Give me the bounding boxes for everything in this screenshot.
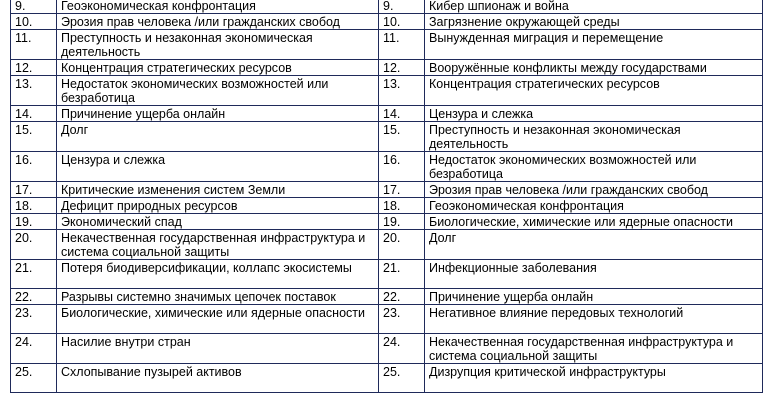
right-rank: 20.	[379, 230, 425, 260]
left-rank: 10.	[11, 14, 57, 30]
left-rank: 22.	[11, 289, 57, 305]
left-rank: 17.	[11, 182, 57, 198]
right-rank: 16.	[379, 152, 425, 182]
right-rank: 15.	[379, 122, 425, 152]
right-risk: Концентрация стратегических ресурсов	[425, 76, 763, 106]
left-risk: Преступность и незаконная экономическая деятельность	[57, 30, 379, 60]
right-rank: 14.	[379, 106, 425, 122]
left-rank: 24.	[11, 334, 57, 364]
left-rank: 15.	[11, 122, 57, 152]
right-risk: Преступность и незаконная экономическая деятельность	[425, 122, 763, 152]
left-rank: 18.	[11, 198, 57, 214]
table-row	[11, 182, 763, 198]
right-rank: 21.	[379, 260, 425, 289]
right-risk: Дизрупция критической инфраструктуры	[425, 364, 763, 393]
left-rank: 19.	[11, 214, 57, 230]
table-row	[11, 334, 763, 364]
left-risk: Критические изменения систем Земли	[57, 182, 379, 198]
right-risk: Некачественная государственная инфраструктура и система социальной защиты	[425, 334, 763, 364]
left-risk: Эрозия прав человека /или гражданских свобод	[57, 14, 379, 30]
left-risk: Концентрация стратегических ресурсов	[57, 60, 379, 76]
left-rank: 12.	[11, 60, 57, 76]
right-rank: 25.	[379, 364, 425, 393]
table-row	[11, 14, 763, 30]
table-row	[11, 122, 763, 152]
table-row	[11, 106, 763, 122]
right-rank: 17.	[379, 182, 425, 198]
table-row	[11, 0, 763, 14]
left-risk: Насилие внутри стран	[57, 334, 379, 364]
right-rank: 23.	[379, 305, 425, 334]
left-rank: 16.	[11, 152, 57, 182]
right-risk: Вынужденная миграция и перемещение	[425, 30, 763, 60]
right-risk: Кибер шпионаж и война	[425, 0, 763, 14]
table-row	[11, 152, 763, 182]
right-risk: Биологические, химические или ядерные опасности	[425, 214, 763, 230]
right-rank: 12.	[379, 60, 425, 76]
right-rank: 22.	[379, 289, 425, 305]
right-risk: Долг	[425, 230, 763, 260]
right-risk: Негативное влияние передовых технологий	[425, 305, 763, 334]
left-risk: Экономический спад	[57, 214, 379, 230]
left-risk: Схлопывание пузырей активов	[57, 364, 379, 393]
right-risk: Загрязнение окружающей среды	[425, 14, 763, 30]
left-risk: Причинение ущерба онлайн	[57, 106, 379, 122]
left-risk: Дефицит природных ресурсов	[57, 198, 379, 214]
table-row	[11, 30, 763, 60]
left-risk: Долг	[57, 122, 379, 152]
left-rank: 25.	[11, 364, 57, 393]
right-risk: Недостаток экономических возможностей или безработица	[425, 152, 763, 182]
left-rank: 21.	[11, 260, 57, 289]
right-rank: 11.	[379, 30, 425, 60]
right-rank: 19.	[379, 214, 425, 230]
left-rank: 20.	[11, 230, 57, 260]
table-row	[11, 198, 763, 214]
left-risk: Некачественная государственная инфраструктура и система социальной защиты	[57, 230, 379, 260]
table-row	[11, 214, 763, 230]
left-rank: 11.	[11, 30, 57, 60]
left-risk: Потеря биодиверсификации, коллапс экосистемы	[57, 260, 379, 289]
right-risk: Цензура и слежка	[425, 106, 763, 122]
left-risk: Недостаток экономических возможностей или безработица	[57, 76, 379, 106]
left-rank: 23.	[11, 305, 57, 334]
table-row	[11, 76, 763, 106]
right-risk: Причинение ущерба онлайн	[425, 289, 763, 305]
table-row	[11, 230, 763, 260]
risk-ranking-table	[10, 0, 763, 393]
table-row	[11, 364, 763, 393]
left-risk: Биологические, химические или ядерные опасности	[57, 305, 379, 334]
left-risk: Цензура и слежка	[57, 152, 379, 182]
left-rank: 9.	[11, 0, 57, 14]
table-row	[11, 289, 763, 305]
right-rank: 10.	[379, 14, 425, 30]
left-risk: Геоэкономическая конфронтация	[57, 0, 379, 14]
right-rank: 24.	[379, 334, 425, 364]
left-rank: 14.	[11, 106, 57, 122]
left-rank: 13.	[11, 76, 57, 106]
right-rank: 18.	[379, 198, 425, 214]
table-row	[11, 305, 763, 334]
table-row	[11, 260, 763, 289]
table-row	[11, 60, 763, 76]
right-risk: Вооружённые конфликты между государствами	[425, 60, 763, 76]
right-risk: Геоэкономическая конфронтация	[425, 198, 763, 214]
right-rank: 9.	[379, 0, 425, 14]
left-risk: Разрывы системно значимых цепочек поставок	[57, 289, 379, 305]
right-rank: 13.	[379, 76, 425, 106]
right-risk: Инфекционные заболевания	[425, 260, 763, 289]
right-risk: Эрозия прав человека /или гражданских свобод	[425, 182, 763, 198]
document-page	[10, 0, 763, 393]
